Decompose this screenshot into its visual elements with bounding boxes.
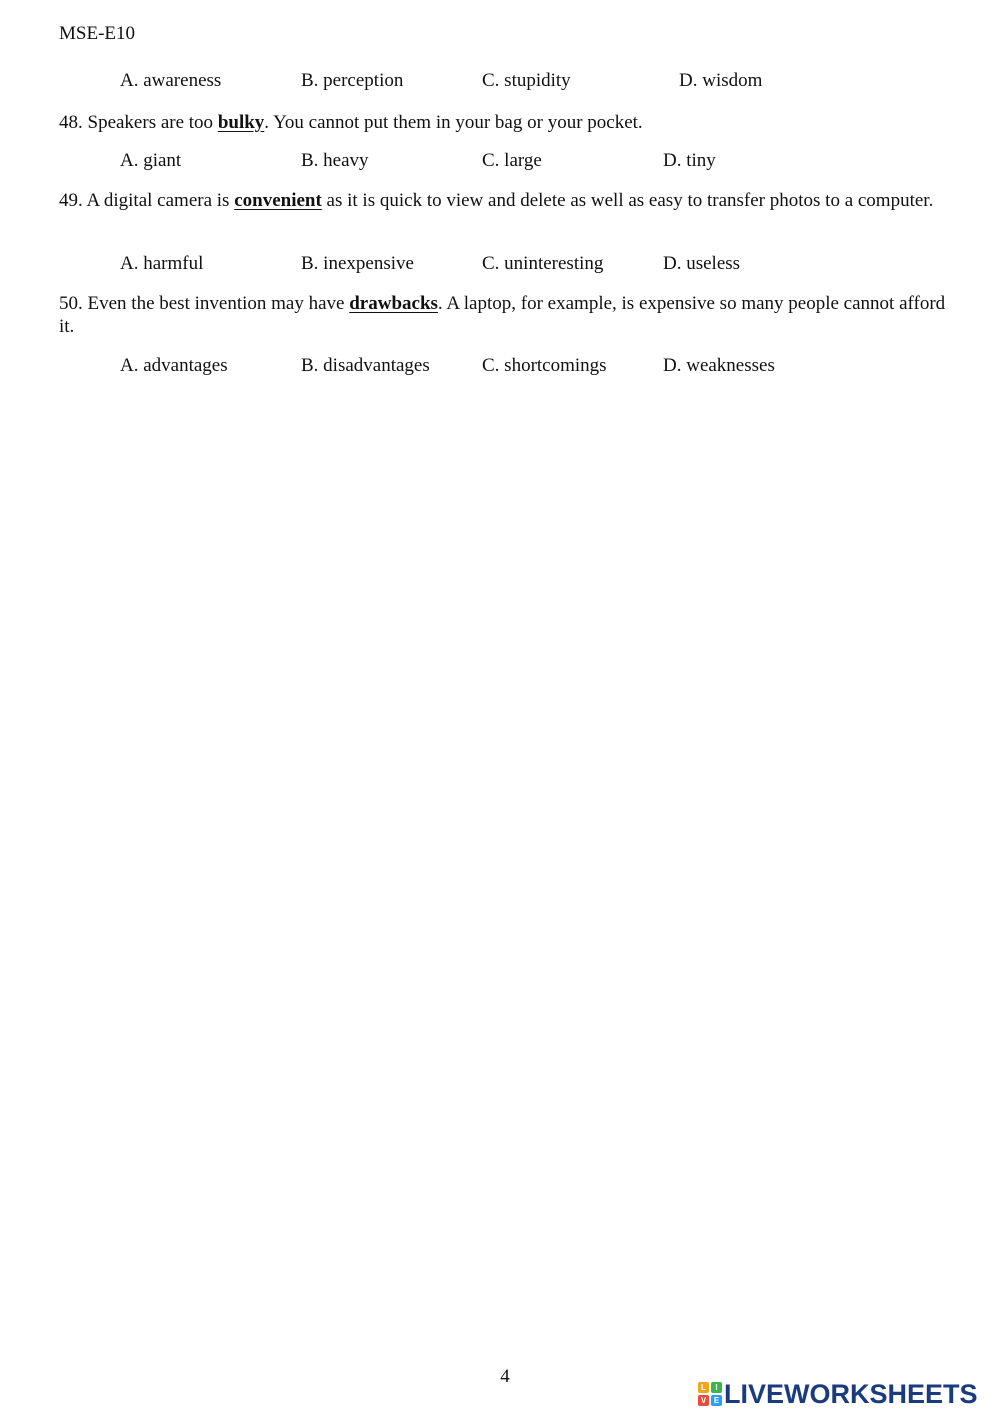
option-b: B. perception <box>301 70 404 91</box>
option-a: A. advantages <box>120 355 228 376</box>
logo-tile: E <box>711 1395 722 1406</box>
option-b: B. heavy <box>301 150 369 171</box>
options-row-50 <box>0 355 1000 381</box>
question-48 <box>59 111 959 134</box>
question-text: . You cannot put them in your bag or your pocket. <box>264 112 643 133</box>
options-row-49 <box>0 253 1000 279</box>
option-b: B. disadvantages <box>301 355 430 376</box>
document-code: MSE-E10 <box>59 23 135 44</box>
question-text: as it is quick to view and delete as well as easy to transfer photos to a computer. <box>321 190 934 211</box>
question-49 <box>59 189 959 212</box>
options-row-48 <box>0 150 1000 176</box>
liveworksheets-logo[interactable] <box>698 1378 978 1410</box>
question-keyword: drawbacks <box>349 293 438 314</box>
option-a: A. giant <box>120 150 182 171</box>
question-50 <box>59 292 959 338</box>
option-c: C. uninteresting <box>482 253 604 274</box>
option-c: C. stupidity <box>482 70 571 91</box>
question-text: 49. A digital camera is <box>59 190 235 211</box>
option-d: D. weaknesses <box>663 355 775 376</box>
question-text: . A laptop, for example, is expensive so many people cannot afford it. <box>59 293 946 337</box>
question-text: 48. Speakers are too <box>59 112 218 133</box>
options-row-prev <box>0 70 1000 96</box>
option-d: D. wisdom <box>679 70 763 91</box>
option-c: C. shortcomings <box>482 355 607 376</box>
brand-name: LIVEWORKSHEETS <box>724 1378 978 1409</box>
logo-tile: L <box>698 1382 709 1393</box>
liveworksheets-logo-icon <box>698 1382 722 1406</box>
question-text: 50. Even the best invention may have <box>59 293 350 314</box>
option-d: D. tiny <box>663 150 716 171</box>
question-keyword: convenient <box>234 190 322 211</box>
option-c: C. large <box>482 150 542 171</box>
option-a: A. awareness <box>120 70 222 91</box>
page-number: 4 <box>500 1366 510 1387</box>
question-keyword: bulky <box>217 112 265 133</box>
logo-tile: I <box>711 1382 722 1393</box>
logo-tile: V <box>698 1395 709 1406</box>
option-d: D. useless <box>663 253 741 274</box>
option-b: B. inexpensive <box>301 253 414 274</box>
option-a: A. harmful <box>120 253 204 274</box>
